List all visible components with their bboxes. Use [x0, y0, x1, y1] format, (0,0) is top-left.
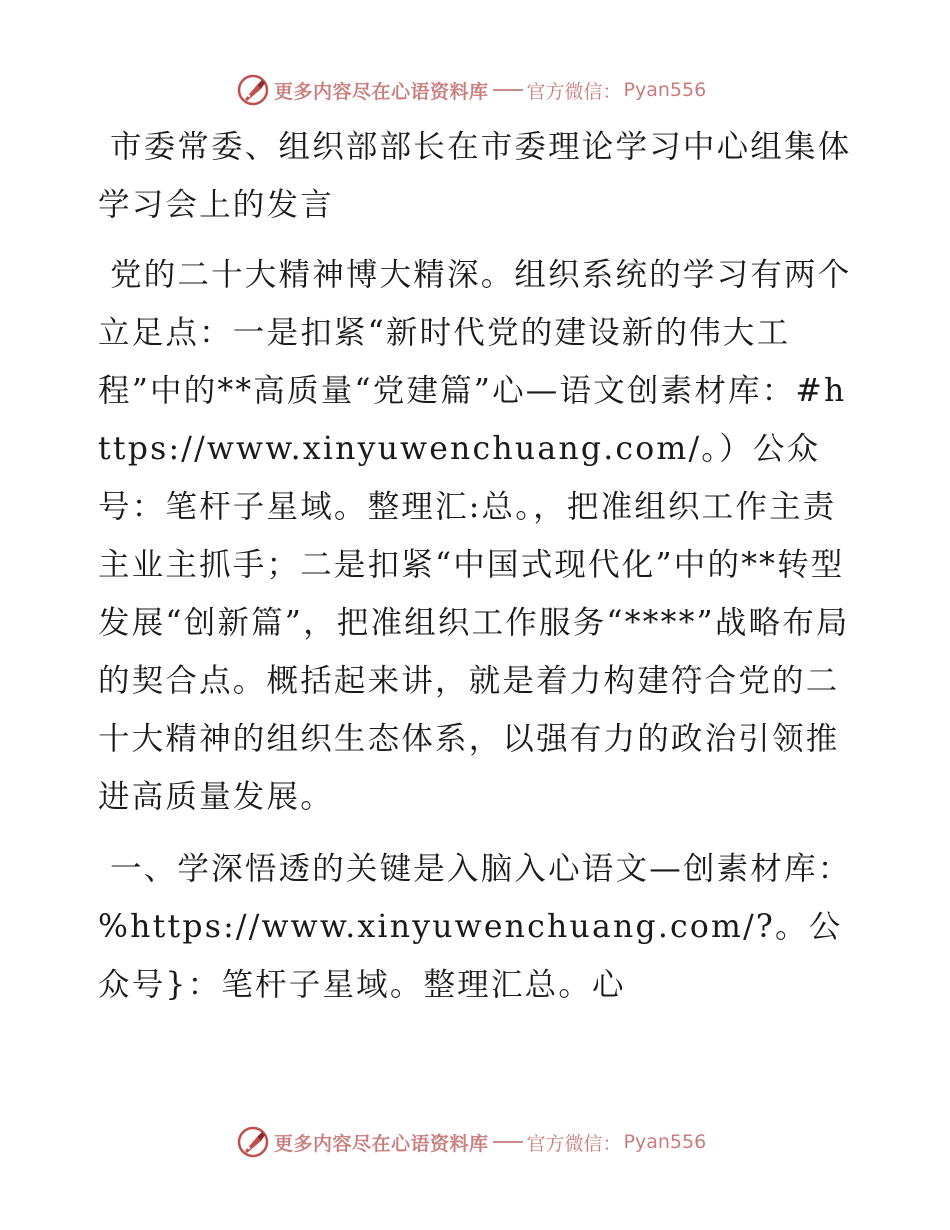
watermark-brand: 更多内容尽在心语资料库: [274, 80, 489, 103]
paragraph-1: 党的二十大精神博大精深。组织系统的学习有两个立足点：一是扣紧“新时代党的建设新的伟大工程”中的**高质量“党建篇”心—语文创素材库：#https://www.xinyuwenchuang.com/。）公众号：笔杆子星域。整理汇:总。，把准组织工作主责主业主抓手；二是扣紧“中国式现代化”中的**转型发展“创新篇”，把准组织工作服务“****”战略布局的契合点。概括起来讲，就是着力构建符合党的二十大精神的组织生态体系，以强有力的政治引领推进高质量发展。: [98, 257, 852, 815]
watermark-wechat-label: 官方微信：: [526, 80, 622, 103]
paragraph-2: 一、学深悟透的关键是入脑入心语文—创素材库：%https://www.xinyuwenchuang.com/?。公众号}：笔杆子星域。整理汇总。心: [98, 851, 852, 1003]
fountain-pen-logo-icon: [236, 1125, 270, 1159]
watermark-dash: [493, 1141, 523, 1143]
document-title: 市委常委、组织部部长在市委理论学习中心组集体学习会上的发言: [98, 129, 852, 223]
footer-watermark: [236, 1124, 706, 1160]
watermark-brand: 更多内容尽在心语资料库: [274, 1132, 489, 1155]
watermark-wechat-id: Pyan556: [623, 1131, 707, 1153]
document-body: [98, 118, 858, 1028]
watermark-wechat-label: 官方微信：: [526, 1132, 622, 1155]
watermark-wechat-id: Pyan556: [623, 79, 707, 101]
watermark-dash: [493, 89, 523, 91]
fountain-pen-logo-icon: [236, 73, 270, 107]
header-watermark: [236, 72, 706, 108]
